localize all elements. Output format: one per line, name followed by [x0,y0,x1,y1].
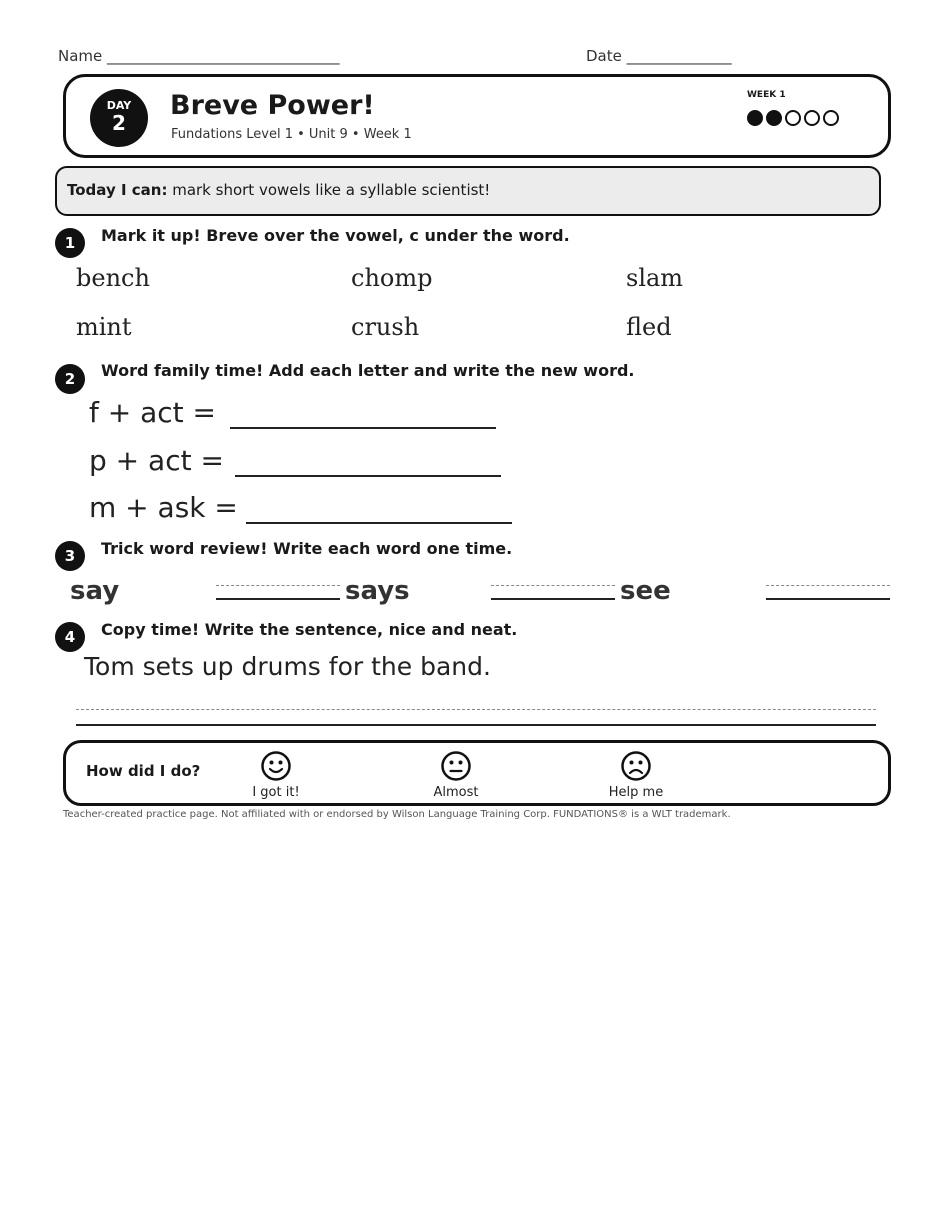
frown-face-icon[interactable] [621,751,651,781]
section-1-prompt: Mark it up! Breve over the vowel, c under the word. [101,226,570,245]
week-dot-filled [747,110,763,126]
word-slam[interactable]: slam [626,264,684,292]
answer-line-3[interactable] [246,522,512,524]
feedback-label-help-me: Help me [608,785,664,800]
word-chomp[interactable]: chomp [351,264,433,292]
date-field[interactable] [586,47,732,65]
day-badge [90,89,148,147]
goal-text [67,181,490,199]
footer-disclaimer: Teacher-created practice page. Not affiliated with or endorsed by Wilson Language Training Corp. FUNDATIONS® is a WLT trademark. [63,809,731,820]
trick-word-see: see [620,576,671,606]
week-dot-filled [766,110,782,126]
day-number: 2 [112,111,126,135]
word-mint[interactable]: mint [76,313,132,341]
copy-sentence: Tom sets up drums for the band. [84,652,491,681]
answer-line-1[interactable] [230,427,496,429]
section-1-number: 1 [55,228,85,258]
trick-word-say: say [70,576,120,606]
section-4-number: 4 [55,622,85,652]
trick-word-says: says [345,576,410,606]
week-label: WEEK 1 [747,90,786,100]
goal-statement: mark short vowels like a syllable scientist! [167,181,491,199]
section-3-prompt: Trick word review! Write each word one time. [101,539,513,558]
trick-guide-2 [491,585,615,586]
trick-guide-3 [766,585,890,586]
name-label: Name [58,47,103,65]
name-field[interactable] [58,47,340,65]
trick-line-2[interactable] [491,598,615,600]
word-fled[interactable]: fled [626,313,672,341]
word-bench[interactable]: bench [76,264,150,292]
copy-guide-line [76,709,876,710]
page-title: Breve Power! [170,90,375,121]
equation-2: p + act = [89,444,224,477]
section-4-prompt: Copy time! Write the sentence, nice and neat. [101,620,518,639]
feedback-question: How did I do? [86,762,201,780]
page-subtitle: Fundations Level 1 • Unit 9 • Week 1 [171,127,412,142]
feedback-label-almost: Almost [433,785,479,800]
equation-1: f + act = [89,396,217,429]
trick-line-1[interactable] [216,598,340,600]
answer-line-2[interactable] [235,475,501,477]
neutral-face-icon[interactable] [441,751,471,781]
section-2-prompt: Word family time! Add each letter and write the new word. [101,361,635,380]
week-dot-empty [785,110,801,126]
trick-line-3[interactable] [766,598,890,600]
goal-lead: Today I can: [67,181,168,199]
name-blank: _______________________________ [107,47,340,65]
section-3-number: 3 [55,541,85,571]
date-blank: ______________ [626,47,732,65]
feedback-label-got-it: I got it! [252,785,300,800]
date-label: Date [586,47,622,65]
day-label: DAY [106,99,132,112]
week-dot-empty [823,110,839,126]
section-2-number: 2 [55,364,85,394]
smile-face-icon[interactable] [261,751,291,781]
equation-3: m + ask = [89,491,238,524]
week-dot-empty [804,110,820,126]
trick-guide-1 [216,585,340,586]
week-progress [747,110,842,130]
word-crush[interactable]: crush [351,313,420,341]
copy-writing-line[interactable] [76,724,876,726]
